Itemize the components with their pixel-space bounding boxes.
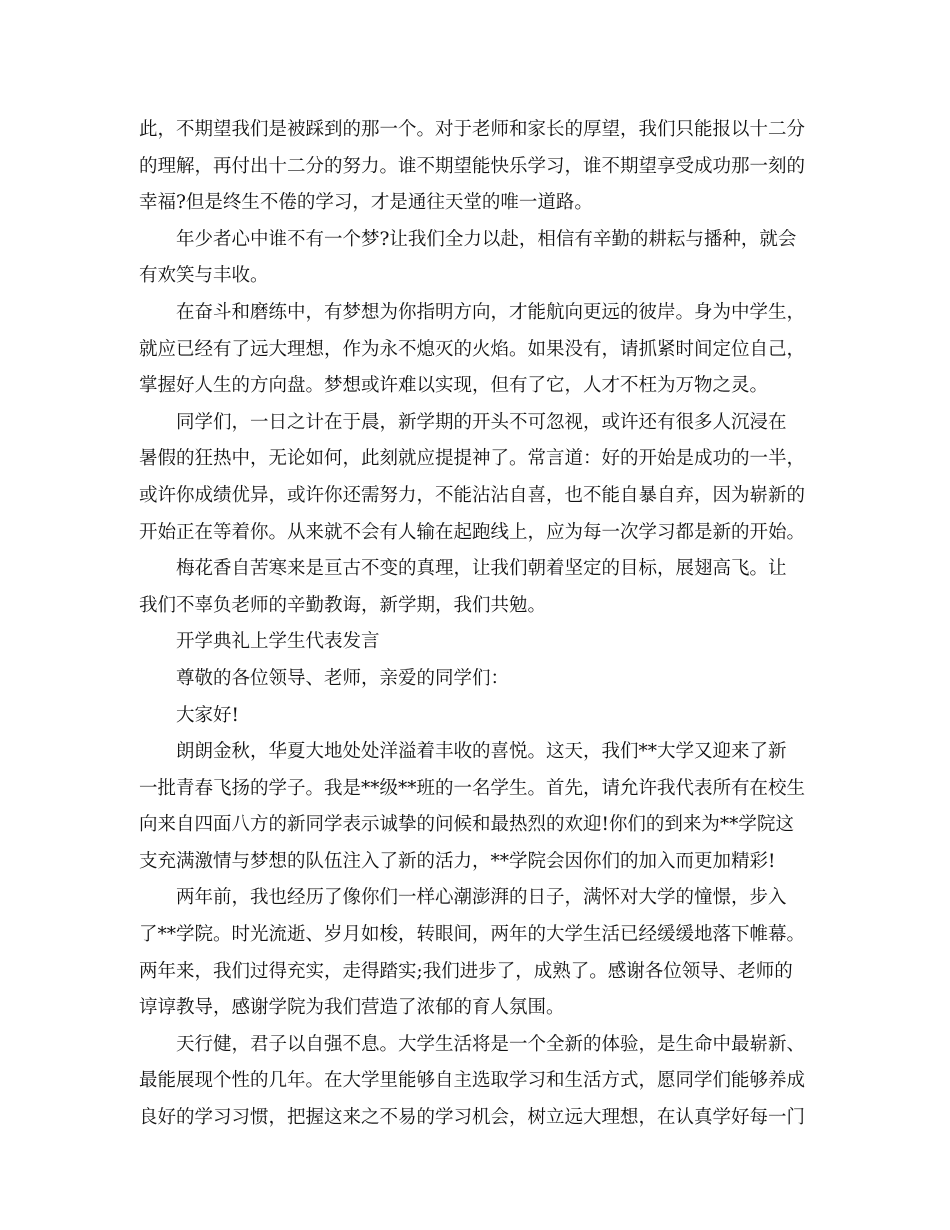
text-line: 支充满激情与梦想的队伍注入了新的活力，**学院会因你们的加入而更加精彩!: [139, 850, 776, 872]
text-line: 我们不辜负老师的辛勤教诲，新学期，我们共勉。: [139, 594, 547, 616]
text-line: 最能展现个性的几年。在大学里能够自主选取学习和生活方式，愿同学们能够养成: [139, 1070, 806, 1092]
text-line: 大家好!: [176, 704, 239, 726]
text-line: 两年前，我也经历了像你们一样心潮澎湃的日子，满怀对大学的憧憬，步入: [176, 887, 787, 909]
text-line: 暑假的狂热中，无论如何，此刻就应提提神了。常言道：好的开始是成功的一半，: [139, 448, 806, 470]
document-body: [139, 112, 829, 1137]
text-line: 两年来，我们过得充实，走得踏实;我们进步了，成熟了。感谢各位领导、老师的: [139, 960, 793, 982]
text-line: 年少者心中谁不有一个梦?让我们全力以赴，相信有辛勤的耕耘与播种，就会: [176, 228, 797, 250]
text-line: 梅花香自苦寒来是亘古不变的真理，让我们朝着坚定的目标，展翅高飞。让: [176, 558, 787, 580]
text-line: 了**学院。时光流逝、岁月如梭，转眼间，两年的大学生活已经缓缓地落下帷幕。: [139, 924, 806, 946]
text-line: 同学们，一日之计在于晨，新学期的开头不可忽视，或许还有很多人沉浸在: [176, 411, 787, 433]
text-line: 向来自四面八方的新同学表示诚挚的问候和最热烈的欢迎!你们的到来为**学院这: [139, 814, 794, 836]
text-line: 谆谆教导，感谢学院为我们营造了浓郁的育人氛围。: [139, 997, 565, 1019]
text-line: 或许你成绩优异，或许你还需努力，不能沾沾自喜，也不能自暴自弃，因为崭新的: [139, 484, 806, 506]
text-line: 尊敬的各位领导、老师，亲爱的同学们：: [176, 667, 510, 689]
text-line: 开始正在等着你。从来就不会有人输在起跑线上，应为每一次学习都是新的开始。: [139, 521, 806, 543]
text-line: 掌握好人生的方向盘。梦想或许难以实现，但有了它，人才不枉为万物之灵。: [139, 375, 769, 397]
text-line: 在奋斗和磨练中，有梦想为你指明方向，才能航向更远的彼岸。身为中学生，: [176, 301, 806, 323]
text-line: 有欢笑与丰收。: [139, 265, 269, 287]
text-line: 开学典礼上学生代表发言: [176, 631, 380, 653]
text-line: 幸福?但是终生不倦的学习，才是通往天堂的唯一道路。: [139, 192, 593, 214]
text-line: 朗朗金秋，华夏大地处处洋溢着丰收的喜悦。这天，我们**大学又迎来了新: [176, 741, 787, 763]
text-line: 就应已经有了远大理想，作为永不熄灭的火焰。如果没有，请抓紧时间定位自己，: [139, 338, 806, 360]
text-line: 良好的学习习惯，把握这来之不易的学习机会，树立远大理想，在认真学好每一门: [139, 1107, 806, 1129]
text-line: 天行健，君子以自强不息。大学生活将是一个全新的体验，是生命中最崭新、: [176, 1033, 806, 1055]
text-line: 的理解，再付出十二分的努力。谁不期望能快乐学习，谁不期望享受成功那一刻的: [139, 155, 806, 177]
text-line: 此，不期望我们是被踩到的那一个。对于老师和家长的厚望，我们只能报以十二分: [139, 119, 806, 140]
text-line: 一批青春飞扬的学子。我是**级**班的一名学生。首先，请允许我代表所有在校生: [139, 777, 806, 799]
